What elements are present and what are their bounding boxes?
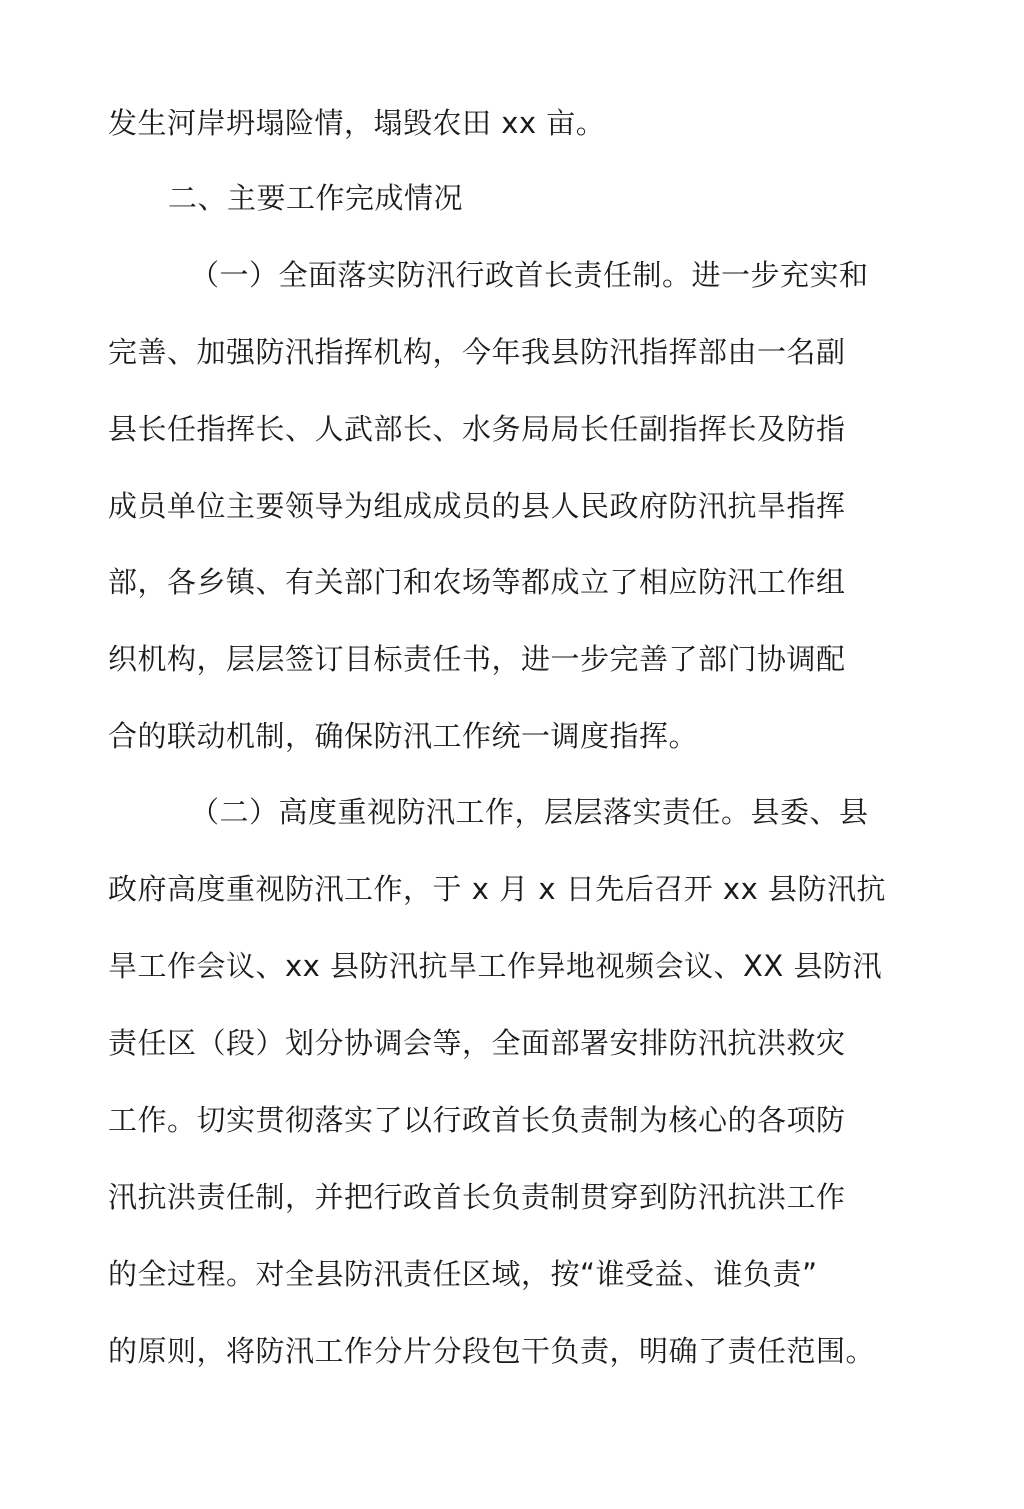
- paragraph-2-line-2: 政府高度重视防汛工作，于 x 月 x 日先后召开 xx 县防汛抗: [108, 872, 886, 906]
- paragraph-2-line-6: 汛抗洪责任制，并把行政首长负责制贯穿到防汛抗洪工作: [108, 1180, 846, 1214]
- paragraph-1-line-4: 成员单位主要领导为组成成员的县人民政府防汛抗旱指挥: [108, 489, 846, 523]
- paragraph-2-line-4: 责任区（段）划分协调会等，全面部署安排防汛抗洪救灾: [108, 1026, 846, 1060]
- paragraph-2-line-8: 的原则，将防汛工作分片分段包干负责，明确了责任范围。: [108, 1334, 876, 1368]
- paragraph-1-line-2: 完善、加强防汛指挥机构，今年我县防汛指挥部由一名副: [108, 335, 846, 369]
- paragraph-2-line-3: 旱工作会议、xx 县防汛抗旱工作异地视频会议、XX 县防汛: [108, 949, 882, 983]
- paragraph-1-line-6: 织机构，层层签订目标责任书，进一步完善了部门协调配: [108, 642, 846, 676]
- paragraph-2-line-7: 的全过程。对全县防汛责任区域，按“谁受益、谁负责”: [108, 1257, 818, 1291]
- paragraph-2-line-1: （二）高度重视防汛工作，层层落实责任。县委、县: [190, 795, 869, 829]
- paragraph-1-line-1: （一）全面落实防汛行政首长责任制。进一步充实和: [190, 258, 869, 292]
- paragraph-1-line-7: 合的联动机制，确保防汛工作统一调度指挥。: [108, 719, 699, 753]
- text-line-1: 发生河岸坍塌险情，塌毁农田 xx 亩。: [108, 106, 606, 140]
- section-heading-2: 二、主要工作完成情况: [168, 181, 464, 215]
- paragraph-2-line-5: 工作。切实贯彻落实了以行政首长负责制为核心的各项防: [108, 1103, 846, 1137]
- paragraph-1-line-3: 县长任指挥长、人武部长、水务局局长任副指挥长及防指: [108, 412, 846, 446]
- paragraph-1-line-5: 部，各乡镇、有关部门和农场等都成立了相应防汛工作组: [108, 565, 846, 599]
